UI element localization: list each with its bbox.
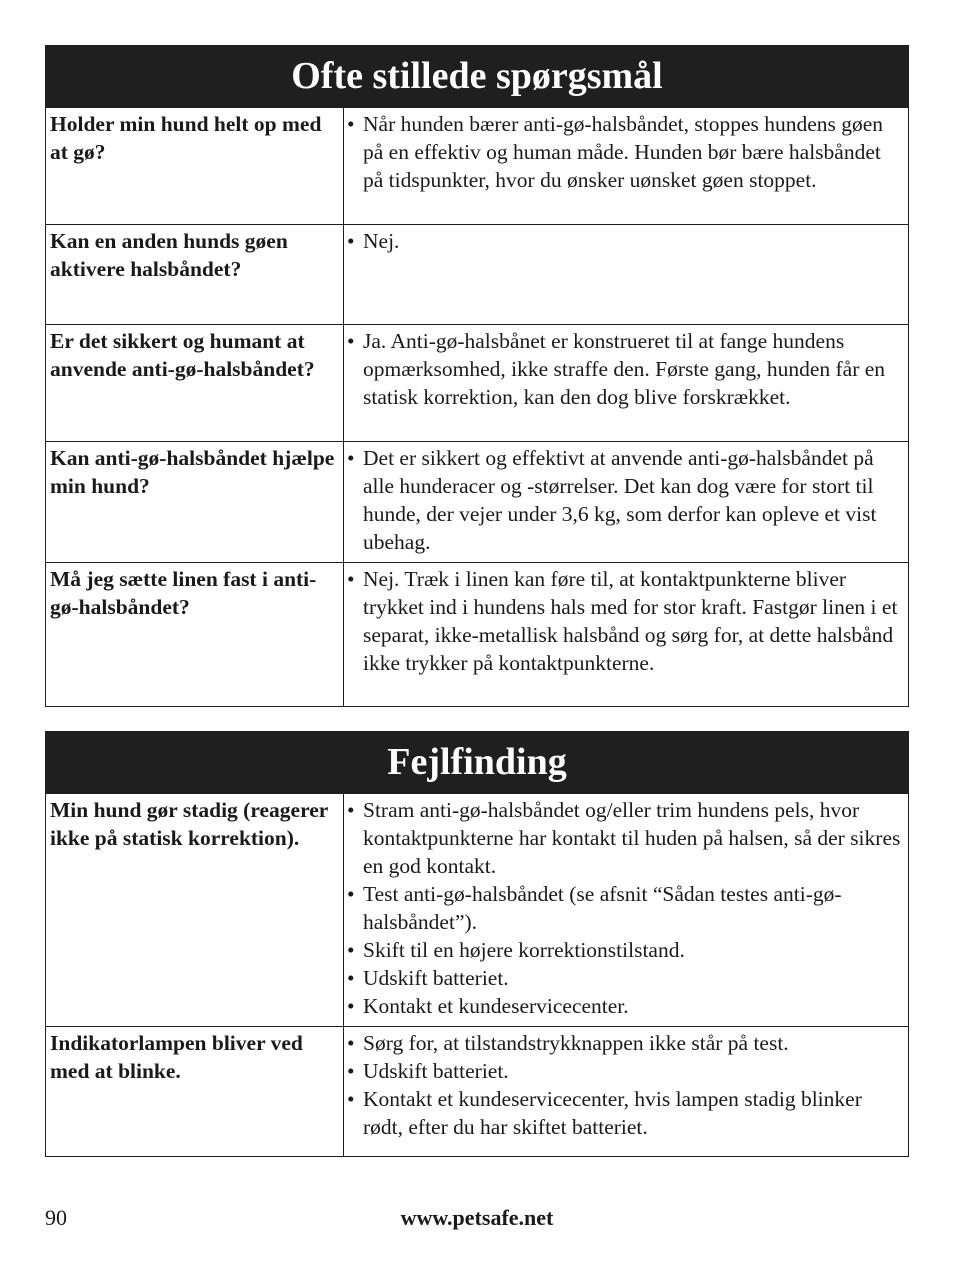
table-row — [46, 1027, 909, 1157]
list-item: • Når hunden bærer anti-gø-halsbåndet, stoppes hundens gøen på en effektiv og human måde. Hunden bør bære halsbåndet på tidspunkter, hvor du ønsker uønsket gøen stoppet. — [347, 110, 906, 194]
list-item: • Nej. Træk i linen kan føre til, at kontaktpunkterne bliver trykket ind i hundens hals med for stor kraft. Fastgør linen i et separat, ikke-metallisk halsbånd og sørg for, at dette halsbånd ikke trykker på kontaktpunkterne. — [347, 565, 906, 677]
list-item: • Kontakt et kundeservicecenter. — [347, 992, 906, 1020]
faq-table — [45, 107, 909, 707]
footer-url: www.petsafe.net — [400, 1205, 554, 1230]
troubleshooting-problem: Indikatorlampen bliver ved med at blinke. — [46, 1027, 344, 1157]
list-item: • Udskift batteriet. — [347, 964, 906, 992]
table-row — [46, 225, 909, 325]
list-item: • Udskift batteriet. — [347, 1057, 906, 1085]
troubleshooting-table — [45, 793, 909, 1157]
faq-answer — [344, 563, 909, 707]
faq-question: Kan anti-gø-halsbåndet hjælpe min hund? — [46, 442, 344, 563]
table-row — [46, 325, 909, 442]
faq-answer — [344, 442, 909, 563]
faq-answer — [344, 225, 909, 325]
troubleshooting-solutions — [344, 794, 909, 1027]
table-row — [46, 108, 909, 225]
troubleshooting-section — [45, 731, 909, 1157]
table-row — [46, 563, 909, 707]
list-item: • Skift til en højere korrektionstilstand. — [347, 936, 906, 964]
faq-question: Kan en anden hunds gøen aktivere halsbåndet? — [46, 225, 344, 325]
faq-section — [45, 45, 909, 707]
faq-question: Er det sikkert og humant at anvende anti-gø-halsbåndet? — [46, 325, 344, 442]
faq-answer — [344, 108, 909, 225]
list-item: • Kontakt et kundeservicecenter, hvis lampen stadig blinker rødt, efter du har skiftet batteriet. — [347, 1085, 906, 1141]
table-row — [46, 794, 909, 1027]
list-item: • Stram anti-gø-halsbåndet og/eller trim hundens pels, hvor kontaktpunkterne har kontakt til huden på halsen, så der sikres en god kontakt. — [347, 796, 906, 880]
faq-question: Må jeg sætte linen fast i anti-gø-halsbåndet? — [46, 563, 344, 707]
troubleshooting-title: Fejlfinding — [45, 731, 909, 793]
list-item: • Sørg for, at tilstandstrykknappen ikke står på test. — [347, 1029, 906, 1057]
troubleshooting-problem: Min hund gør stadig (reagerer ikke på statisk korrektion). — [46, 794, 344, 1027]
table-row — [46, 442, 909, 563]
faq-question: Holder min hund helt op med at gø? — [46, 108, 344, 225]
list-item: • Ja. Anti-gø-halsbånet er konstrueret til at fange hundens opmærksomhed, ikke straffe den. Første gang, hunden får en statisk korrektion, kan den dog blive forskrækket. — [347, 327, 906, 411]
list-item: • Test anti-gø-halsbåndet (se afsnit “Sådan testes anti-gø-halsbåndet”). — [347, 880, 906, 936]
list-item: • Nej. — [347, 227, 906, 255]
faq-title: Ofte stillede spørgsmål — [45, 45, 909, 107]
faq-answer — [344, 325, 909, 442]
list-item: • Det er sikkert og effektivt at anvende anti-gø-halsbåndet på alle hunderacer og -størrelser. Det kan dog være for stort til hunde, der vejer under 3,6 kg, som derfor kan opleve et vist ubehag. — [347, 444, 906, 556]
page-number: 90 — [45, 1205, 67, 1230]
troubleshooting-solutions — [344, 1027, 909, 1157]
